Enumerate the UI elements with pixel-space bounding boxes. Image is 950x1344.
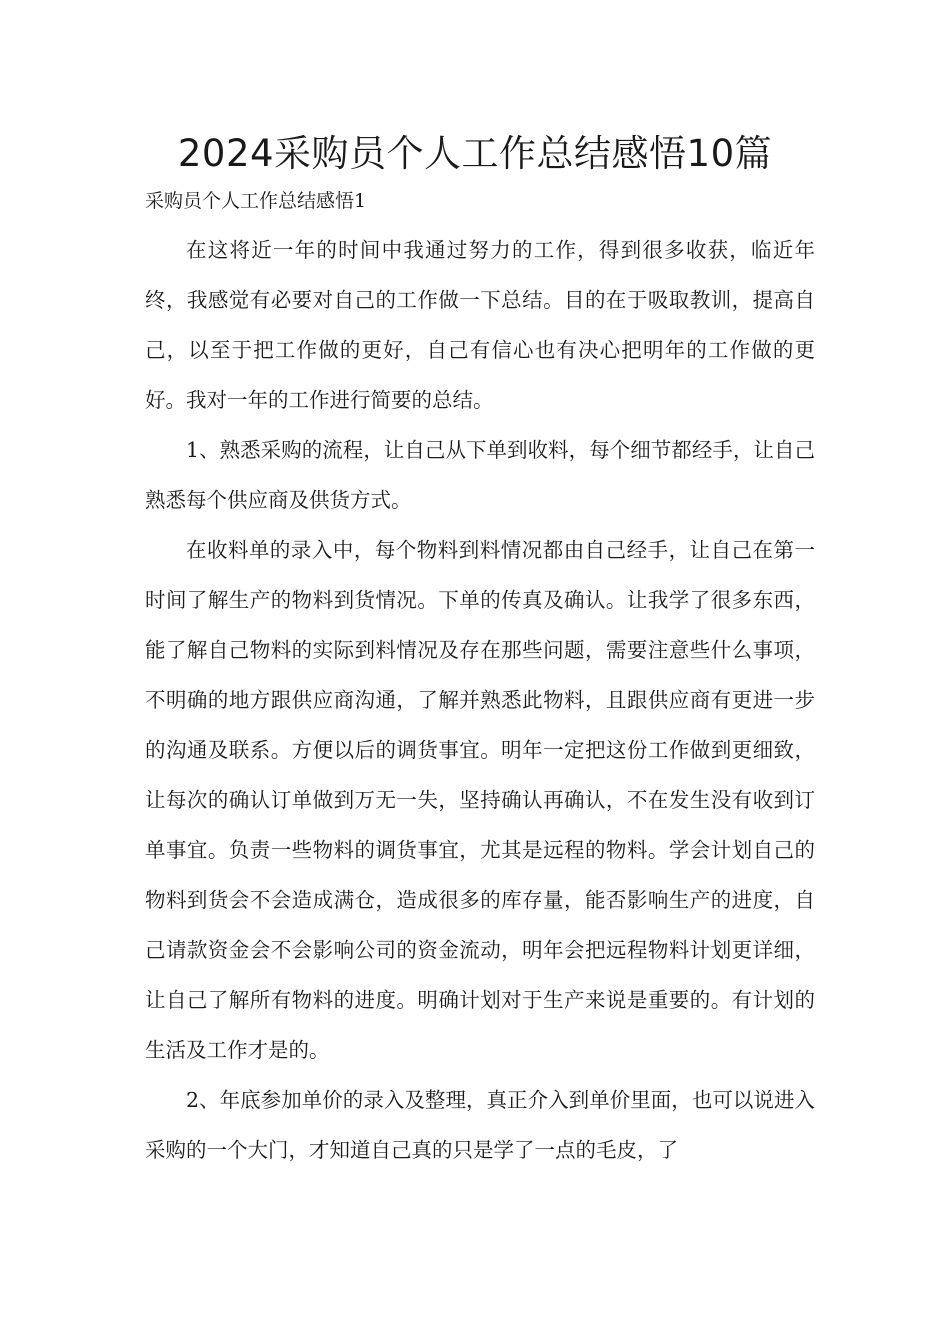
document-title: 2024采购员个人工作总结感悟10篇 xyxy=(177,132,773,175)
paragraph: 1、熟悉采购的流程，让自己从下单到收料，每个细节都经手，让自己熟悉每个供应商及供货方式。 xyxy=(145,438,815,512)
section-heading: 采购员个人工作总结感悟1 xyxy=(145,190,367,212)
paragraph: 在收料单的录入中，每个物料到料情况都由自己经手，让自己在第一时间了解生产的物料到货情况。下单的传真及确认。让我学了很多东西，能了解自己物料的实际到料情况及存在那些问题，需要注意些什么事项，不明确的地方跟供应商沟通，了解并熟悉此物料，且跟供应商有更进一步的沟通及联系。方便以后的调货事宜。明年一定把这份工作做到更细致，让每次的确认订单做到万无一失，坚持确认再确认，不在发生没有收到订单事宜。负责一些物料的调货事宜，尤其是远程的物料。学会计划自己的物料到货会不会造成满仓，造成很多的库存量，能否影响生产的进度，自己请款资金会不会影响公司的资金流动，明年会把远程物料计划更详细，让自己了解所有物料的进度。明确计划对于生产来说是重要的。有计划的生活及工作才是的。 xyxy=(145,538,815,1062)
paragraph: 在这将近一年的时间中我通过努力的工作，得到很多收获，临近年终，我感觉有必要对自己的工作做一下总结。目的在于吸取教训，提高自己，以至于把工作做的更好，自己有信心也有决心把明年的工作做的更好。我对一年的工作进行简要的总结。 xyxy=(145,238,815,412)
body-text xyxy=(145,225,815,1175)
paragraph: 2、年底参加单价的录入及整理，真正介入到单价里面，也可以说进入采购的一个大门，才知道自己真的只是学了一点的毛皮，了 xyxy=(145,1088,815,1162)
